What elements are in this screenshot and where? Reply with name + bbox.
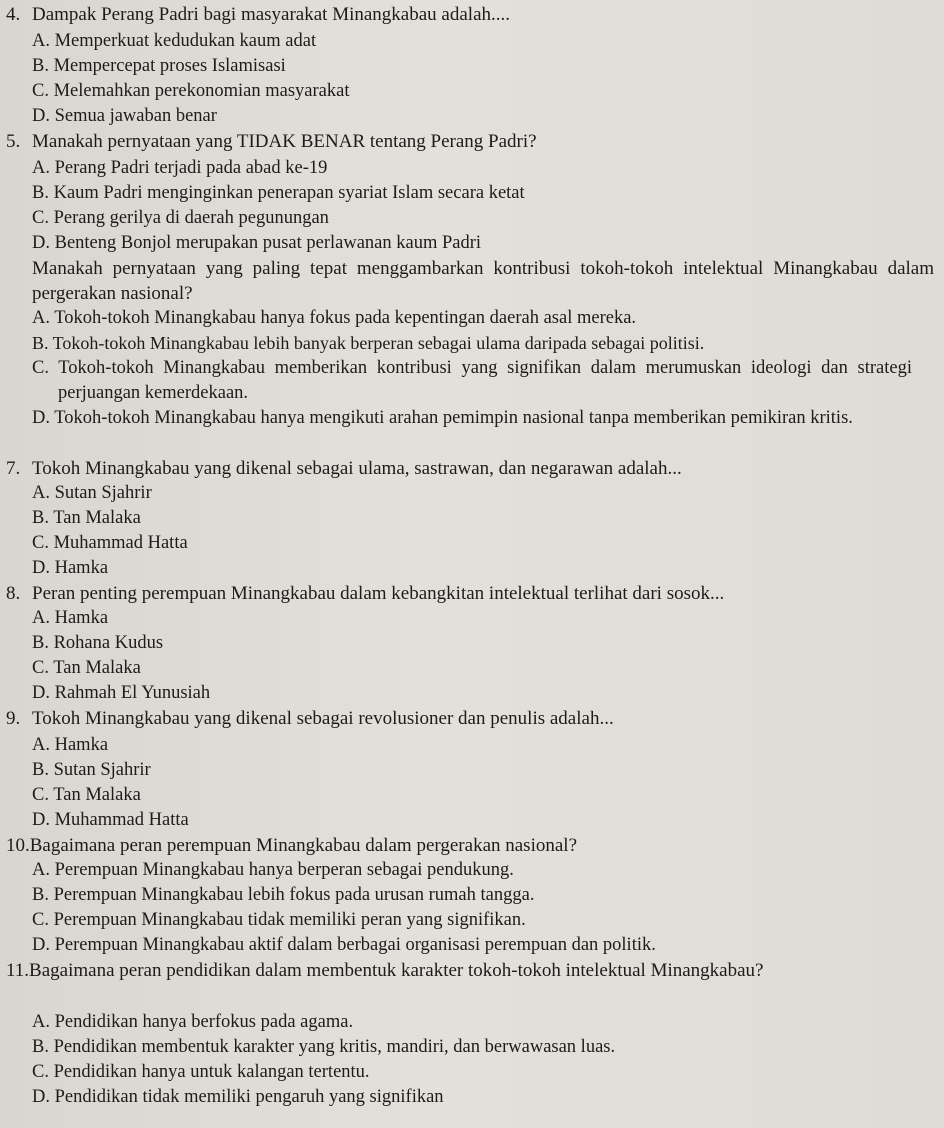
option-7b: B. Tan Malaka <box>32 508 141 528</box>
option-8a: A. Hamka <box>32 608 109 628</box>
option-11a: A. Pendidikan hanya berfokus pada agama. <box>32 1012 354 1032</box>
option-9d: D. Muhammad Hatta <box>32 810 189 830</box>
option-8c: C. Tan Malaka <box>32 658 141 678</box>
question-text: Peran penting perempuan Minangkabau dalam kebangkitan intelektual terlihat dari sosok... <box>32 583 725 604</box>
question-9 <box>6 706 934 731</box>
option-10b: B. Perempuan Minangkabau lebih fokus pada urusan rumah tangga. <box>32 885 535 905</box>
option-8d: D. Rahmah El Yunusiah <box>32 683 211 703</box>
question-number: 4. <box>6 4 21 25</box>
option-11c: C. Pendidikan hanya untuk kalangan tertentu. <box>32 1062 370 1082</box>
option-6a: A. Tokoh-tokoh Minangkabau hanya fokus pada kepentingan daerah asal mereka. <box>32 308 637 328</box>
option-7a: A. Sutan Sjahrir <box>32 483 152 503</box>
question-number <box>6 256 32 281</box>
option-10a: A. Perempuan Minangkabau hanya berperan sebagai pendukung. <box>32 860 514 880</box>
question-text: Bagaimana peran pendidikan dalam membentuk karakter tokoh-tokoh intelektual Minangkabau? <box>29 960 764 981</box>
option-5b: B. Kaum Padri menginginkan penerapan syariat Islam secara ketat <box>32 183 525 203</box>
question-text: Tokoh Minangkabau yang dikenal sebagai ulama, sastrawan, dan negarawan adalah... <box>32 458 682 479</box>
question-number: 5. <box>6 131 21 152</box>
option-6c: C. Tokoh-tokoh Minangkabau memberikan kontribusi yang signifikan dalam merumuskan ideologi dan strategi perjuangan kemerdekaan. <box>32 358 912 404</box>
option-9b: B. Sutan Sjahrir <box>32 760 151 780</box>
option-10c: C. Perempuan Minangkabau tidak memiliki peran yang signifikan. <box>32 910 526 930</box>
question-number: 10. <box>6 835 30 856</box>
question-text: Bagaimana peran perempuan Minangkabau dalam pergerakan nasional? <box>29 835 578 856</box>
question-10 <box>6 833 934 858</box>
question-6 <box>6 256 934 307</box>
question-number: 9. <box>6 708 21 729</box>
question-8 <box>6 581 934 606</box>
question-text: Manakah pernyataan yang paling tepat menggambarkan kontribusi tokoh-tokoh intelektual Minangkabau dalam pergerakan nasional? <box>32 258 934 305</box>
question-text: Tokoh Minangkabau yang dikenal sebagai revolusioner dan penulis adalah... <box>32 708 614 729</box>
option-6d: D. Tokoh-tokoh Minangkabau hanya mengikuti arahan pemimpin nasional tanpa memberikan pemikiran kritis. <box>32 408 853 428</box>
option-5a: A. Perang Padri terjadi pada abad ke-19 <box>32 158 328 178</box>
option-7c: C. Muhammad Hatta <box>32 533 188 553</box>
option-6b: B. Tokoh-tokoh Minangkabau lebih banyak berperan sebagai ulama daripada sebagai politisi. <box>32 333 705 353</box>
option-7d: D. Hamka <box>32 558 109 578</box>
option-8b: B. Rohana Kudus <box>32 633 164 653</box>
option-11b: B. Pendidikan membentuk karakter yang kritis, mandiri, dan berwawasan luas. <box>32 1037 616 1057</box>
option-11d: D. Pendidikan tidak memiliki pengaruh yang signifikan <box>32 1087 444 1107</box>
option-9a: A. Hamka <box>32 735 109 755</box>
question-5 <box>6 129 934 154</box>
option-5c: C. Perang gerilya di daerah pegunungan <box>32 208 329 228</box>
question-text: Manakah pernyataan yang TIDAK BENAR tentang Perang Padri? <box>32 131 537 152</box>
question-number: 8. <box>6 583 21 604</box>
question-11 <box>6 958 934 983</box>
question-4 <box>6 2 934 27</box>
question-7 <box>6 456 934 481</box>
option-4a: A. Memperkuat kedudukan kaum adat <box>32 31 317 51</box>
question-text: Dampak Perang Padri bagi masyarakat Minangkabau adalah.... <box>32 4 511 25</box>
option-4c: C. Melemahkan perekonomian masyarakat <box>32 81 350 101</box>
question-number: 7. <box>6 458 21 479</box>
option-4d: D. Semua jawaban benar <box>32 106 217 126</box>
option-9c: C. Tan Malaka <box>32 785 141 805</box>
option-5d: D. Benteng Bonjol merupakan pusat perlawanan kaum Padri <box>32 233 482 253</box>
question-number: 11. <box>6 960 30 981</box>
option-10d: D. Perempuan Minangkabau aktif dalam berbagai organisasi perempuan dan politik. <box>32 935 656 955</box>
option-4b: B. Mempercepat proses Islamisasi <box>32 56 286 76</box>
